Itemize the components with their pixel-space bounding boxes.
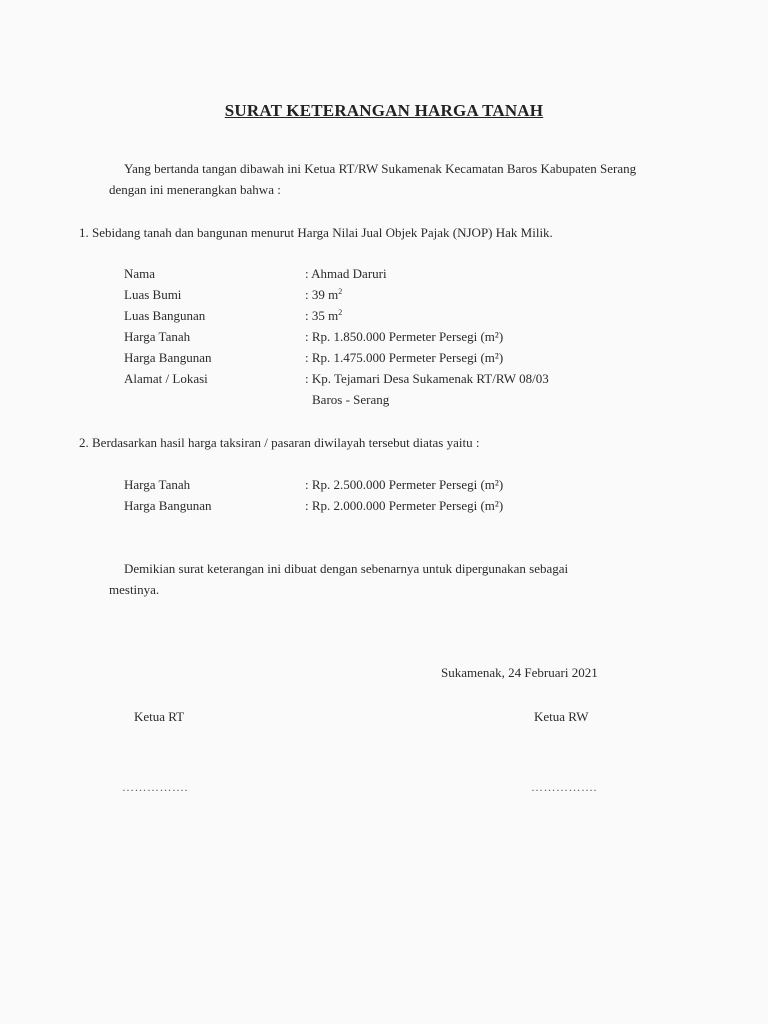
estimate-value-harga-tanah: : Rp. 2.500.000 Permeter Persegi (m²) [305,477,504,492]
estimate-value-harga-bangunan: : Rp. 2.000.000 Permeter Persegi (m²) [305,498,504,513]
field-label-alamat: Alamat / Lokasi [124,371,208,386]
estimate-label-harga-tanah: Harga Tanah [124,477,191,492]
field-label-luas-bangunan: Luas Bangunan [124,308,206,323]
field-value-alamat: : Kp. Tejamari Desa Sukamenak RT/RW 08/03 [305,371,549,386]
section-1-heading: 1. Sebidang tanah dan bangunan menurut Harga Nilai Jual Objek Pajak (NJOP) Hak Milik. [79,225,553,240]
field-label-harga-tanah: Harga Tanah [124,329,191,344]
field-label-harga-bangunan: Harga Bangunan [124,350,212,365]
section-2-heading: 2. Berdasarkan hasil harga taksiran / pasaran diwilayah tersebut diatas yaitu : [79,435,480,450]
place-date: Sukamenak, 24 Februari 2021 [441,665,598,680]
field-label-nama: Nama [124,266,156,281]
signature-label-rt: Ketua RT [134,709,185,724]
estimate-label-harga-bangunan: Harga Bangunan [124,498,212,513]
field-value-luas-bangunan: : 35 $m^2$ [305,308,343,323]
field-value-harga-bangunan: : Rp. 1.475.000 Permeter Persegi (m²) [305,350,504,365]
document-title: SURAT KETERANGAN HARGA TANAH [224,101,544,120]
closing-line-1: Demikian surat keterangan ini dibuat dengan sebenarnya untuk dipergunakan sebagai [124,561,569,576]
field-value-alamat-cont: Baros - Serang [312,392,390,407]
intro-line-1: Yang bertanda tangan dibawah ini Ketua RT/RW Sukamenak Kecamatan Baros Kabupaten Serang [124,161,637,176]
signature-label-rw: Ketua RW [534,709,589,724]
field-label-luas-bumi: Luas Bumi [124,287,182,302]
closing-line-2: mestinya. [109,582,160,597]
field-value-nama: : Ahmad Daruri [305,266,387,281]
signature-line-rt: ……………. [122,780,188,794]
signature-line-rw: ……………. [531,780,597,794]
intro-line-2: dengan ini menerangkan bahwa : [109,182,281,197]
field-value-harga-tanah: : Rp. 1.850.000 Permeter Persegi (m²) [305,329,504,344]
field-value-luas-bumi: : 39 $m^2$ [305,287,343,302]
